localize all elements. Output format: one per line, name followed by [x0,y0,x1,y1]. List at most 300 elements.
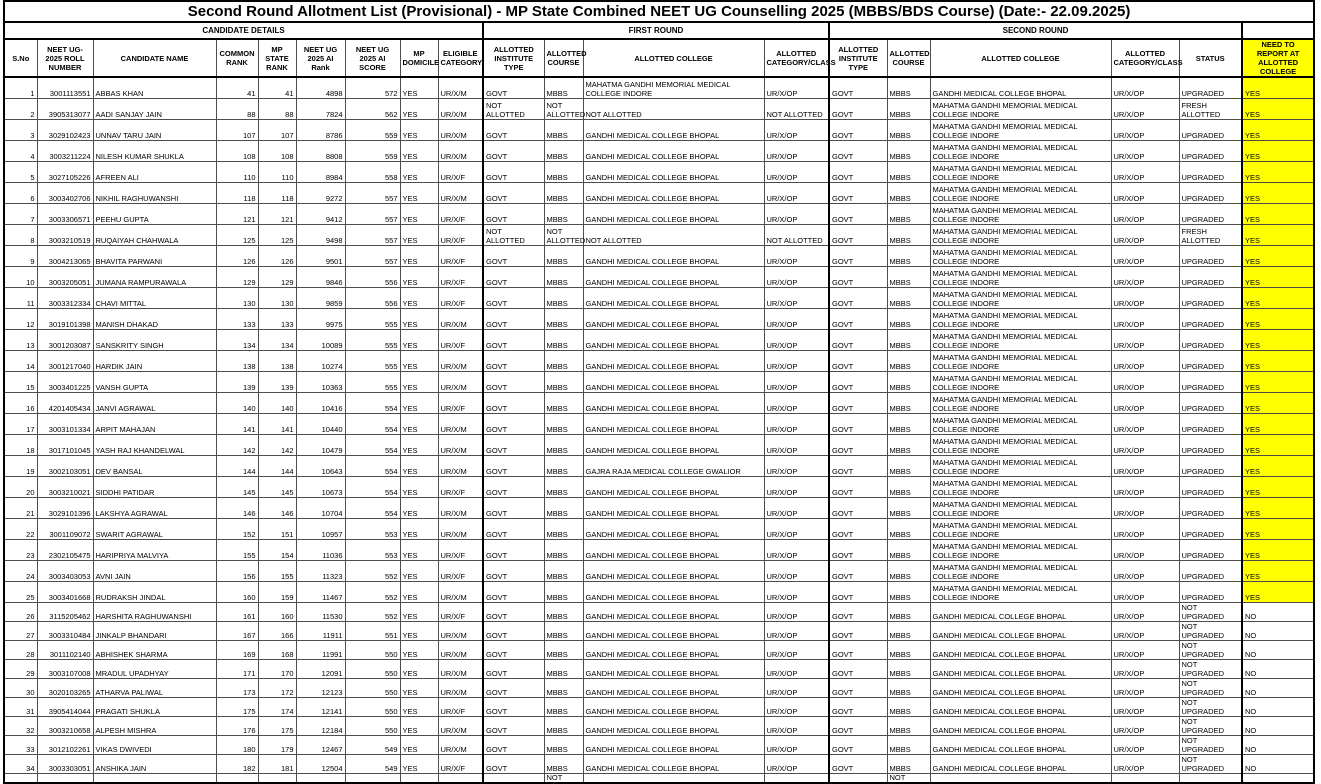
cell-sr-college: MAHATMA GANDHI MEMORIAL MEDICAL COLLEGE INDORE [930,119,1111,140]
cell-ai-rank: 8808 [296,140,345,161]
cell-mp-state-rank: 154 [258,539,296,560]
cell-need-to-report: YES [1242,308,1314,329]
cell-fr-institute-type: GOVT [483,581,544,602]
cell-sr-category: UR/X/OP [1111,678,1179,697]
cell-eligible-category: UR/X/M [438,350,483,371]
cell-serial: 2 [4,98,37,119]
cell-roll-number: 3001109072 [37,518,93,539]
cell-mp-domicile: YES [400,518,438,539]
cell-roll-number: 3003210658 [37,716,93,735]
cell-fr-institute-type: GOVT [483,266,544,287]
table-row [4,266,1314,287]
cell-ai-score: 557 [345,224,400,245]
cell-fr-college: GANDHI MEDICAL COLLEGE BHOPAL [583,287,764,308]
cell-sr-institute-type: GOVT [829,140,887,161]
cell-serial: 12 [4,308,37,329]
cell-ai-score: 557 [345,182,400,203]
cell-fr-course: MBBS [544,716,583,735]
cell-eligible-category: UR/X/M [438,371,483,392]
cell-sr-course: MBBS [887,350,930,371]
table-row [4,371,1314,392]
cell-fr-course: MBBS [544,413,583,434]
cell-mp-state-rank: 159 [258,581,296,602]
column-header-serial: S.No [4,39,37,77]
cell-mp-domicile: YES [400,581,438,602]
cell-sr-category: UR/X/OP [1111,371,1179,392]
cell-candidate-name: AFREEN ALI [93,161,216,182]
cell-common-rank: 139 [216,371,258,392]
table-row [4,140,1314,161]
cell-sr-category: UR/X/OP [1111,518,1179,539]
cell-need-to-report: YES [1242,266,1314,287]
cell-fr-category: UR/X/OP [764,678,829,697]
cell-sr-category: UR/X/OP [1111,413,1179,434]
cell-sr-institute-type: GOVT [829,678,887,697]
cell-sr-college: MAHATMA GANDHI MEMORIAL MEDICAL COLLEGE INDORE [930,182,1111,203]
cell-candidate-name: YASH RAJ KHANDELWAL [93,434,216,455]
cell-common-rank [216,773,258,783]
cell-sr-college: MAHATMA GANDHI MEMORIAL MEDICAL COLLEGE INDORE [930,245,1111,266]
cell-ai-rank: 7824 [296,98,345,119]
cell-need-to-report: YES [1242,203,1314,224]
cell-mp-domicile: YES [400,329,438,350]
cell-sr-course: MBBS [887,77,930,98]
cell-sr-course: MBBS [887,497,930,518]
cell-serial: 17 [4,413,37,434]
table-row [4,245,1314,266]
cell-sr-category: UR/X/OP [1111,659,1179,678]
cell-fr-college: GANDHI MEDICAL COLLEGE BHOPAL [583,434,764,455]
cell-common-rank: 134 [216,329,258,350]
column-header-fr-institute-type: ALLOTTED INSTITUTE TYPE [483,39,544,77]
cell-mp-state-rank: 139 [258,371,296,392]
cell-candidate-name: VANSH GUPTA [93,371,216,392]
cell-mp-state-rank: 170 [258,659,296,678]
cell-sr-category: UR/X/OP [1111,77,1179,98]
cell-fr-category: UR/X/OP [764,329,829,350]
cell-need-to-report: YES [1242,476,1314,497]
cell-common-rank: 155 [216,539,258,560]
cell-sr-institute-type: GOVT [829,266,887,287]
cell-need-to-report: YES [1242,392,1314,413]
table-row [4,735,1314,754]
cell-candidate-name: JANVI AGRAWAL [93,392,216,413]
cell-fr-institute-type: GOVT [483,621,544,640]
cell-sr-institute-type: GOVT [829,77,887,98]
cell-roll-number: 3905414044 [37,697,93,716]
table-row [4,716,1314,735]
cell-fr-institute-type: GOVT [483,455,544,476]
cell-ai-rank: 4898 [296,77,345,98]
cell-fr-course: MBBS [544,287,583,308]
cell-eligible-category: UR/X/F [438,476,483,497]
cell-fr-course: MBBS [544,119,583,140]
cell-fr-category: UR/X/OP [764,161,829,182]
column-header-roll-number: NEET UG-2025 ROLL NUMBER [37,39,93,77]
cell-need-to-report: YES [1242,371,1314,392]
cell-serial: 32 [4,716,37,735]
cell-sr-category: UR/X/OP [1111,182,1179,203]
cell-roll-number: 3001217040 [37,350,93,371]
cell-fr-course: MBBS [544,697,583,716]
cell-fr-course: MBBS [544,161,583,182]
cell-sr-college: GANDHI MEDICAL COLLEGE BHOPAL [930,77,1111,98]
table-row [4,497,1314,518]
cell-sr-institute-type: GOVT [829,308,887,329]
cell-sr-institute-type: GOVT [829,98,887,119]
cell-sr-institute-type: GOVT [829,329,887,350]
cell-serial: 31 [4,697,37,716]
cell-mp-state-rank: 141 [258,413,296,434]
cell-ai-score: 550 [345,678,400,697]
cell-serial: 3 [4,119,37,140]
cell-roll-number: 2302105475 [37,539,93,560]
cell-ai-rank: 10416 [296,392,345,413]
cell-fr-institute-type: GOVT [483,140,544,161]
cell-common-rank: 133 [216,308,258,329]
cell-candidate-name: RUDRAKSH JINDAL [93,581,216,602]
cell-mp-state-rank: 168 [258,640,296,659]
cell-fr-category: UR/X/OP [764,140,829,161]
cell-mp-domicile: YES [400,697,438,716]
cell-fr-college: GANDHI MEDICAL COLLEGE BHOPAL [583,350,764,371]
cell-fr-course: MBBS [544,640,583,659]
cell-common-rank: 130 [216,287,258,308]
cell-ai-rank: 11036 [296,539,345,560]
cell-common-rank: 125 [216,224,258,245]
cell-status: FRESH ALLOTTED [1179,224,1242,245]
cell-fr-course: MBBS [544,539,583,560]
cell-fr-category: UR/X/OP [764,640,829,659]
cell-need-to-report: YES [1242,77,1314,98]
cell-roll-number: 3003402706 [37,182,93,203]
table-row [4,697,1314,716]
cell-roll-number: 3003205051 [37,266,93,287]
cell-eligible-category: UR/X/M [438,308,483,329]
cell-ai-score: 549 [345,754,400,773]
cell-sr-course: MBBS [887,518,930,539]
cell-ai-rank: 9859 [296,287,345,308]
cell-sr-category: UR/X/OP [1111,754,1179,773]
cell-fr-college: GANDHI MEDICAL COLLEGE BHOPAL [583,140,764,161]
cell-ai-rank: 10643 [296,455,345,476]
cell-eligible-category: UR/X/F [438,754,483,773]
cell-fr-institute-type: GOVT [483,716,544,735]
table-row [4,308,1314,329]
cell-status: NOT UPGRADED [1179,697,1242,716]
cell-mp-domicile: YES [400,266,438,287]
cell-serial: 21 [4,497,37,518]
cell-common-rank: 118 [216,182,258,203]
cell-fr-college: GANDHI MEDICAL COLLEGE BHOPAL [583,754,764,773]
cell-fr-course: MBBS [544,392,583,413]
cell-mp-domicile: YES [400,659,438,678]
cell-eligible-category: UR/X/F [438,161,483,182]
cell-eligible-category: UR/X/F [438,539,483,560]
cell-mp-state-rank: 133 [258,308,296,329]
cell-mp-domicile: YES [400,98,438,119]
cell-sr-category: UR/X/OP [1111,716,1179,735]
cell-sr-category: UR/X/OP [1111,266,1179,287]
cell-eligible-category: UR/X/M [438,640,483,659]
cell-common-rank: 173 [216,678,258,697]
cell-serial: 25 [4,581,37,602]
cell-mp-state-rank: 174 [258,697,296,716]
cell-serial: 18 [4,434,37,455]
cell-fr-category [764,773,829,783]
cell-fr-category: UR/X/OP [764,539,829,560]
cell-sr-course: NOT [887,773,930,783]
cell-eligible-category: UR/X/M [438,518,483,539]
cell-sr-course: MBBS [887,287,930,308]
cell-common-rank: 146 [216,497,258,518]
cell-fr-category: UR/X/OP [764,455,829,476]
cell-status: NOT UPGRADED [1179,659,1242,678]
cell-need-to-report: NO [1242,716,1314,735]
cell-sr-course: MBBS [887,754,930,773]
cell-sr-college: MAHATMA GANDHI MEMORIAL MEDICAL COLLEGE INDORE [930,224,1111,245]
cell-need-to-report [1242,773,1314,783]
cell-candidate-name: RUQAIYAH CHAHWALA [93,224,216,245]
cell-status: UPGRADED [1179,161,1242,182]
cell-serial: 1 [4,77,37,98]
cell-mp-domicile: YES [400,161,438,182]
cell-status: NOT UPGRADED [1179,754,1242,773]
cell-need-to-report: YES [1242,329,1314,350]
cell-mp-domicile: YES [400,476,438,497]
cell-mp-domicile: YES [400,413,438,434]
cell-ai-rank: 9846 [296,266,345,287]
group-header-first-round: FIRST ROUND [483,22,829,39]
cell-status: UPGRADED [1179,392,1242,413]
cell-ai-score: 572 [345,77,400,98]
cell-serial: 9 [4,245,37,266]
cell-fr-category: UR/X/OP [764,476,829,497]
cell-eligible-category: UR/X/M [438,716,483,735]
cell-status: UPGRADED [1179,539,1242,560]
cell-sr-college: MAHATMA GANDHI MEMORIAL MEDICAL COLLEGE INDORE [930,98,1111,119]
cell-fr-college: GANDHI MEDICAL COLLEGE BHOPAL [583,716,764,735]
cell-sr-college: MAHATMA GANDHI MEMORIAL MEDICAL COLLEGE INDORE [930,329,1111,350]
cell-mp-domicile: YES [400,678,438,697]
column-header-fr-college: ALLOTTED COLLEGE [583,39,764,77]
cell-need-to-report: YES [1242,434,1314,455]
cell-sr-institute-type: GOVT [829,539,887,560]
cell-fr-category: UR/X/OP [764,245,829,266]
cell-sr-institute-type: GOVT [829,697,887,716]
column-header-ai-score: NEET UG 2025 AI SCORE [345,39,400,77]
cell-fr-college [583,773,764,783]
table-row [4,413,1314,434]
cell-sr-category: UR/X/OP [1111,245,1179,266]
cell-ai-rank: 12141 [296,697,345,716]
cell-need-to-report: YES [1242,560,1314,581]
cell-candidate-name: HARDIK JAIN [93,350,216,371]
cell-sr-institute-type: GOVT [829,287,887,308]
cell-sr-institute-type: GOVT [829,640,887,659]
cell-need-to-report: YES [1242,98,1314,119]
cell-ai-rank: 10440 [296,413,345,434]
cell-mp-domicile: YES [400,640,438,659]
cell-fr-institute-type: GOVT [483,77,544,98]
cell-serial: 23 [4,539,37,560]
cell-status: UPGRADED [1179,203,1242,224]
cell-fr-college: MAHATMA GANDHI MEMORIAL MEDICAL COLLEGE INDORE [583,77,764,98]
cell-sr-category: UR/X/OP [1111,602,1179,621]
cell-candidate-name: SANSKRITY SINGH [93,329,216,350]
cell-fr-institute-type: GOVT [483,119,544,140]
cell-mp-domicile: YES [400,245,438,266]
cell-common-rank: 180 [216,735,258,754]
table-row [4,659,1314,678]
cell-mp-domicile: YES [400,754,438,773]
cell-fr-category: UR/X/OP [764,735,829,754]
cell-sr-category: UR/X/OP [1111,621,1179,640]
cell-fr-category: UR/X/OP [764,413,829,434]
column-header-common-rank: COMMON RANK [216,39,258,77]
cell-sr-course: MBBS [887,716,930,735]
cell-eligible-category: UR/X/M [438,659,483,678]
cell-fr-category: NOT ALLOTTED [764,98,829,119]
cell-serial: 5 [4,161,37,182]
cell-ai-score: 550 [345,640,400,659]
cell-eligible-category: UR/X/M [438,182,483,203]
cell-mp-state-rank: 175 [258,716,296,735]
cell-roll-number: 3115205462 [37,602,93,621]
cell-common-rank: 41 [216,77,258,98]
cell-roll-number: 3003211224 [37,140,93,161]
cell-sr-course: MBBS [887,371,930,392]
cell-status: NOT UPGRADED [1179,640,1242,659]
cell-status: UPGRADED [1179,287,1242,308]
cell-fr-course: NOT [544,773,583,783]
table-row [4,350,1314,371]
cell-serial: 10 [4,266,37,287]
cell-sr-institute-type: GOVT [829,245,887,266]
cell-need-to-report: YES [1242,161,1314,182]
cell-fr-course: MBBS [544,266,583,287]
cell-ai-score: 550 [345,659,400,678]
table-row [4,754,1314,773]
cell-fr-category: UR/X/OP [764,621,829,640]
cell-fr-course: MBBS [544,350,583,371]
cell-mp-domicile: YES [400,392,438,413]
cell-sr-institute-type: GOVT [829,497,887,518]
cell-need-to-report: NO [1242,659,1314,678]
cell-status: NOT UPGRADED [1179,735,1242,754]
cell-sr-course: MBBS [887,434,930,455]
cell-mp-state-rank: 41 [258,77,296,98]
cell-fr-category: UR/X/OP [764,392,829,413]
cell-need-to-report: YES [1242,245,1314,266]
cell-fr-course: MBBS [544,497,583,518]
cell-sr-college: MAHATMA GANDHI MEMORIAL MEDICAL COLLEGE INDORE [930,140,1111,161]
cell-roll-number: 3001113551 [37,77,93,98]
cell-candidate-name: CHAVI MITTAL [93,287,216,308]
cell-common-rank: 145 [216,476,258,497]
cell-sr-category: UR/X/OP [1111,581,1179,602]
cell-roll-number: 4201405434 [37,392,93,413]
cell-roll-number: 3003210519 [37,224,93,245]
cell-sr-college: GANDHI MEDICAL COLLEGE BHOPAL [930,640,1111,659]
cell-roll-number: 3004213065 [37,245,93,266]
cell-fr-category: UR/X/OP [764,182,829,203]
cell-common-rank: 108 [216,140,258,161]
cell-fr-institute-type: GOVT [483,678,544,697]
cell-fr-college: GANDHI MEDICAL COLLEGE BHOPAL [583,245,764,266]
cell-fr-course: MBBS [544,455,583,476]
cell-eligible-category: UR/X/F [438,266,483,287]
cell-mp-domicile: YES [400,497,438,518]
cell-sr-college: GANDHI MEDICAL COLLEGE BHOPAL [930,621,1111,640]
cell-sr-category: UR/X/OP [1111,203,1179,224]
cell-fr-college: GANDHI MEDICAL COLLEGE BHOPAL [583,581,764,602]
cell-sr-course: MBBS [887,455,930,476]
cell-sr-institute-type: GOVT [829,350,887,371]
cell-sr-institute-type [829,773,887,783]
cell-ai-rank: 10673 [296,476,345,497]
cell-fr-category: UR/X/OP [764,716,829,735]
cell-eligible-category: UR/X/F [438,329,483,350]
table-row [4,581,1314,602]
cell-mp-domicile: YES [400,455,438,476]
cell-common-rank: 138 [216,350,258,371]
cell-fr-institute-type: GOVT [483,518,544,539]
cell-ai-rank: 11467 [296,581,345,602]
cell-status: UPGRADED [1179,413,1242,434]
cell-ai-score: 557 [345,203,400,224]
group-header-candidate-details: CANDIDATE DETAILS [4,22,483,39]
cell-status: UPGRADED [1179,266,1242,287]
cell-common-rank: 156 [216,560,258,581]
cell-roll-number: 3029102423 [37,119,93,140]
cell-serial: 29 [4,659,37,678]
column-header-sr-college: ALLOTTED COLLEGE [930,39,1111,77]
cell-sr-college [930,773,1111,783]
cell-fr-category: UR/X/OP [764,371,829,392]
cell-candidate-name: HARIPRIYA MALVIYA [93,539,216,560]
cell-fr-institute-type: GOVT [483,754,544,773]
cell-roll-number: 3020103265 [37,678,93,697]
cell-eligible-category: UR/X/F [438,560,483,581]
cell-sr-category: UR/X/OP [1111,98,1179,119]
table-row [4,287,1314,308]
cell-sr-institute-type: GOVT [829,455,887,476]
cell-status: UPGRADED [1179,182,1242,203]
column-header-sr-course: ALLOTTED COURSE [887,39,930,77]
cell-ai-score: 553 [345,518,400,539]
cell-fr-college: NOT ALLOTTED [583,224,764,245]
cell-sr-college: MAHATMA GANDHI MEMORIAL MEDICAL COLLEGE INDORE [930,371,1111,392]
cell-candidate-name: BHAVITA PARWANI [93,245,216,266]
cell-sr-college: MAHATMA GANDHI MEMORIAL MEDICAL COLLEGE INDORE [930,497,1111,518]
cell-status: UPGRADED [1179,560,1242,581]
cell-serial: 8 [4,224,37,245]
cell-mp-state-rank: 134 [258,329,296,350]
cell-mp-state-rank: 142 [258,434,296,455]
cell-roll-number: 3003401225 [37,371,93,392]
cell-common-rank: 121 [216,203,258,224]
cell-eligible-category: UR/X/M [438,434,483,455]
cell-status: UPGRADED [1179,371,1242,392]
cell-mp-state-rank: 110 [258,161,296,182]
cell-sr-college: MAHATMA GANDHI MEMORIAL MEDICAL COLLEGE INDORE [930,518,1111,539]
cell-fr-institute-type: GOVT [483,308,544,329]
cell-fr-college: GANDHI MEDICAL COLLEGE BHOPAL [583,161,764,182]
cell-mp-state-rank [258,773,296,783]
cell-need-to-report: YES [1242,539,1314,560]
cell-fr-college: GANDHI MEDICAL COLLEGE BHOPAL [583,735,764,754]
